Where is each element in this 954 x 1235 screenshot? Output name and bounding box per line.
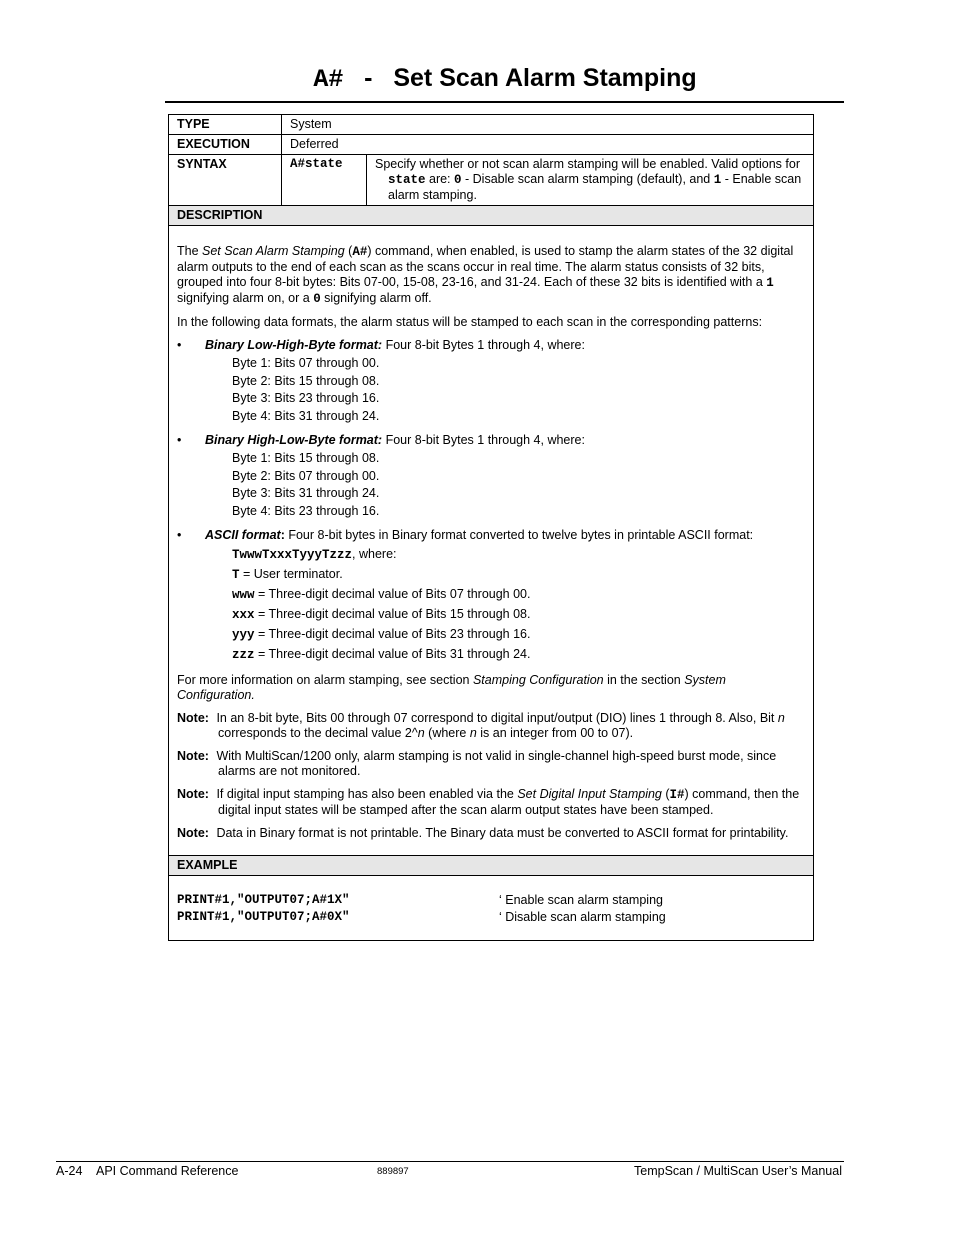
description-header: DESCRIPTION <box>169 206 814 226</box>
note-2 <box>177 749 805 779</box>
example-header: EXAMPLE <box>169 856 814 876</box>
syntax-label: SYNTAX <box>169 155 282 206</box>
def-code: www <box>232 588 255 602</box>
note-text: corresponds to the decimal value 2^ <box>218 726 418 740</box>
bullet-dot: • <box>177 528 182 542</box>
note-1 <box>177 711 805 741</box>
example-header-row <box>169 856 814 876</box>
example-code: PRINT#1,"OUTPUT07;A#0X" <box>177 910 350 924</box>
def-text: = User terminator. <box>239 567 343 581</box>
pattern-text: , where: <box>352 547 397 561</box>
note-3 <box>177 787 805 818</box>
def-text: = Three-digit decimal value of Bits 07 through 00. <box>254 587 531 601</box>
syntax-desc-text: are: <box>425 172 455 186</box>
text: signifying alarm off. <box>320 291 432 305</box>
note-label: Note: <box>177 749 209 763</box>
byte-line: Byte 1: Bits 07 through 00. <box>232 356 380 370</box>
note-text: With MultiScan/1200 only, alarm stamping is not valid in single-channel high-speed burst mode, since alarms are not monitored. <box>216 749 777 778</box>
format-text: Four 8-bit Bytes 1 through 4, where: <box>382 338 585 352</box>
note-text: (where <box>424 726 470 740</box>
description-paragraph-2: In the following data formats, the alarm status will be stamped to each scan in the corresponding patterns: <box>177 315 763 329</box>
section-ref: System Configuration. <box>177 673 726 702</box>
type-label: TYPE <box>169 115 282 135</box>
title-rule <box>165 101 844 103</box>
bullet-dot: • <box>177 338 182 352</box>
example-body-row <box>169 876 814 941</box>
execution-value: Deferred <box>282 135 814 155</box>
note-label: Note: <box>177 826 209 840</box>
format-title: Binary Low-High-Byte format: <box>205 338 383 352</box>
example-line <box>177 909 805 926</box>
format-bullet-high-low <box>177 433 805 520</box>
description-paragraph-1 <box>177 244 805 307</box>
ascii-definitions <box>232 545 805 665</box>
bullet-dot: • <box>177 433 182 447</box>
format-bullet-ascii <box>177 528 805 665</box>
note-text: ( <box>661 787 670 801</box>
syntax-desc-text: - Disable scan alarm stamping (default), and <box>461 172 714 186</box>
text: For more information on alarm stamping, see section <box>177 673 473 687</box>
note-text: If digital input stamping has also been enabled via the <box>216 787 518 801</box>
def-code: yyy <box>232 628 255 642</box>
type-row <box>169 115 814 135</box>
syntax-desc-text: Specify whether or not scan alarm stamping will be enabled. Valid options for <box>375 157 800 171</box>
command-name: Set Digital Input Stamping <box>517 787 662 801</box>
byte-line: Byte 2: Bits 07 through 00. <box>232 468 380 483</box>
syntax-option-1: 1 <box>713 173 722 187</box>
title-text: Set Scan Alarm Stamping <box>393 64 697 92</box>
def-code: zzz <box>232 648 255 662</box>
text: The <box>177 244 203 258</box>
inline-code: 0 <box>313 292 321 306</box>
format-title: ASCII format <box>205 528 281 542</box>
text: in the section <box>603 673 685 687</box>
description-body <box>169 226 814 856</box>
byte-line: Byte 1: Bits 15 through 08. <box>232 451 380 465</box>
byte-line: Byte 3: Bits 31 through 24. <box>232 486 380 500</box>
type-value: System <box>282 115 814 135</box>
def-code: T <box>232 568 240 582</box>
pattern-code: TwwwTxxxTyyyTzzz <box>232 548 353 562</box>
note-text: ) command, then the digital input states will be stamped after the scan alarm output states have been stamped. <box>218 787 800 817</box>
execution-row <box>169 135 814 155</box>
byte-line: Byte 4: Bits 23 through 16. <box>232 503 380 518</box>
syntax-code: A#state <box>282 155 367 206</box>
note-var: n <box>469 726 477 740</box>
syntax-desc-text: - Enable scan alarm stamping. <box>388 172 802 202</box>
note-text: Data in Binary format is not printable. The Binary data must be converted to ASCII format for printability. <box>216 826 789 840</box>
text: signifying alarm on, or a <box>177 291 314 305</box>
footer-page-number: A-24 <box>56 1164 83 1178</box>
section-ref: Stamping Configuration <box>472 673 604 687</box>
byte-list <box>232 355 805 425</box>
description-body-row <box>169 226 814 856</box>
example-comment: ‘ Disable scan alarm stamping <box>499 910 666 924</box>
inline-code: I# <box>669 788 685 802</box>
page-title <box>0 64 954 94</box>
footer-rule <box>56 1161 844 1162</box>
format-title: Binary High-Low-Byte format: <box>205 433 383 447</box>
syntax-state-code: state <box>388 173 426 187</box>
byte-line: Byte 4: Bits 31 through 24. <box>232 408 380 423</box>
byte-line: Byte 2: Bits 15 through 08. <box>232 373 380 388</box>
footer-manual-title: TempScan / MultiScan User’s Manual <box>634 1164 842 1178</box>
byte-line: Byte 3: Bits 23 through 16. <box>232 391 380 405</box>
text: ( <box>344 244 353 258</box>
example-code: PRINT#1,"OUTPUT07;A#1X" <box>177 893 350 907</box>
note-label: Note: <box>177 711 209 725</box>
footer-doc-number: 889897 <box>377 1166 409 1177</box>
example-body <box>169 876 814 941</box>
inline-code: A# <box>352 245 368 259</box>
def-code: xxx <box>232 608 255 622</box>
note-label: Note: <box>177 787 209 801</box>
example-comment: ‘ Enable scan alarm stamping <box>499 893 663 907</box>
syntax-description <box>367 155 814 206</box>
example-line <box>177 892 805 909</box>
def-text: = Three-digit decimal value of Bits 31 through 24. <box>254 647 531 661</box>
format-colon: : <box>280 528 285 542</box>
note-var: n <box>777 711 785 725</box>
command-name: Set Scan Alarm Stamping <box>202 244 345 258</box>
footer-section: API Command Reference <box>96 1164 239 1178</box>
def-text: = Three-digit decimal value of Bits 15 through 08. <box>254 607 531 621</box>
inline-code: 1 <box>766 276 774 290</box>
format-text: Four 8-bit Bytes 1 through 4, where: <box>382 433 585 447</box>
title-separator: - <box>364 64 373 92</box>
note-4 <box>177 826 805 841</box>
text: ) command, when enabled, is used to stamp the alarm states of the 32 digital alarm outputs to the end of each scan as the scans occur in real time. The alarm status consists of 32 bits, grouped into four 8-bit bytes: Bits 07-00, 15-08, 23-16, and 31-24. Each of these 32 bits is identified with a <box>177 244 794 289</box>
more-info-paragraph <box>177 673 805 703</box>
description-header-row <box>169 206 814 226</box>
execution-label: EXECUTION <box>169 135 282 155</box>
note-var: n <box>417 726 425 740</box>
syntax-option-0: 0 <box>454 173 462 187</box>
def-text: = Three-digit decimal value of Bits 23 through 16. <box>254 627 531 641</box>
syntax-row <box>169 155 814 206</box>
format-bullet-low-high <box>177 338 805 425</box>
command-code: A# <box>313 65 344 94</box>
format-text: Four 8-bit bytes in Binary format converted to twelve bytes in printable ASCII format: <box>284 528 754 542</box>
byte-list <box>232 450 805 520</box>
note-text: In an 8-bit byte, Bits 00 through 07 correspond to digital input/output (DIO) lines 1 through 8. Also, Bit <box>216 711 778 725</box>
note-text: is an integer from 00 to 07). <box>476 726 634 740</box>
command-spec-table <box>168 114 814 941</box>
